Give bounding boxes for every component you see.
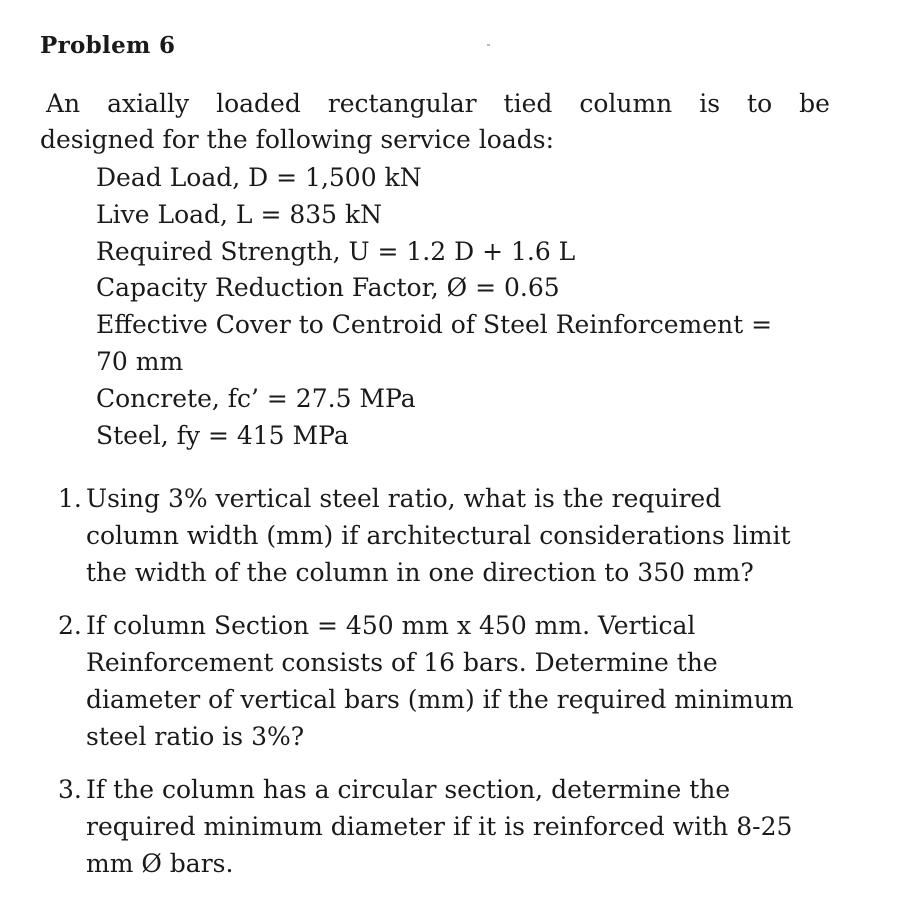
concrete-strength: Concrete, fc’ = 27.5 MPa [96, 383, 416, 413]
problem-intro [40, 86, 830, 158]
intro-word: column [579, 89, 673, 118]
question-text: If the column has a circular section, determine the required minimum diameter if it is reinforced with 8-25 mm Ø bars. [86, 775, 793, 878]
intro-word: rectangular [327, 89, 477, 118]
intro-word: be [799, 89, 830, 118]
question-item [58, 771, 858, 882]
problem-title: Problem 6 [40, 32, 176, 59]
question-number: 3. [58, 775, 82, 804]
intro-word: to [747, 89, 773, 118]
intro-line-1 [40, 86, 830, 122]
effective-cover: Effective Cover to Centroid of Steel Reinforcement = [96, 310, 773, 340]
steel-strength: Steel, fy = 415 MPa [96, 420, 349, 450]
question-text: If column Section = 450 mm x 450 mm. Vertical Reinforcement consists of 16 bars. Determine the diameter of vertical bars (mm) if the required minimum steel ratio is 3%? [86, 611, 794, 751]
question-text: Using 3% vertical steel ratio, what is the required column width (mm) if architectural considerations limit the width of the column in one direction to 350 mm? [86, 484, 791, 587]
intro-word: axially [107, 89, 190, 118]
question-number: 1. [58, 484, 82, 513]
intro-line-2: designed for the following service loads: [40, 125, 555, 154]
intro-word: An [46, 89, 81, 118]
question-item [58, 480, 858, 591]
dead-load: Dead Load, D = 1,500 kN [96, 163, 422, 192]
question-number: 2. [58, 611, 82, 640]
load-list [96, 160, 836, 454]
intro-word: loaded [216, 89, 301, 118]
question-list [58, 480, 858, 898]
question-item [58, 607, 858, 755]
live-load: Live Load, L = 835 kN [96, 199, 383, 229]
effective-cover-value: 70 mm [96, 346, 184, 376]
intro-word: tied [503, 89, 553, 118]
required-strength: Required Strength, U = 1.2 D + 1.6 L [96, 236, 576, 266]
capacity-reduction-factor: Capacity Reduction Factor, Ø = 0.65 [96, 273, 560, 303]
intro-word: is [699, 89, 721, 118]
scan-speck [487, 44, 490, 46]
